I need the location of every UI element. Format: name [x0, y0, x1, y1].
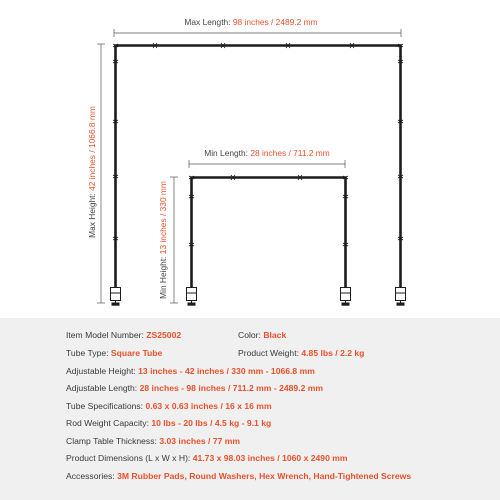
spec-tube-specifications: Tube Specifications: 0.63 x 0.63 inches / 16 x 16 mm	[66, 401, 272, 411]
max-length-label: Max Length: 98 inches / 2489.2 mm	[184, 17, 318, 27]
min-length-label: Min Length: 28 inches / 711.2 mm	[204, 148, 330, 158]
large-frame	[111, 43, 406, 305]
min-height-dimension	[170, 177, 178, 303]
spec-adjustable-height: Adjustable Height: 13 inches - 42 inches / 330 mm - 1066.8 mm	[66, 366, 315, 376]
spec-rod-capacity: Rod Weight Capacity: 10 lbs - 20 lbs / 4.5 kg - 9.1 kg	[66, 418, 272, 428]
spec-accessories: Accessories: 3M Rubber Pads, Round Washers, Hex Wrench, Hand-Tightened Screws	[66, 471, 412, 481]
spec-weight: Product Weight: 4.85 lbs / 2.2 kg	[238, 348, 365, 358]
max-height-label: Max Height: 42 inches / 1066.8 mm	[87, 106, 97, 238]
spec-panel	[0, 318, 500, 500]
max-length-dimension	[114, 29, 401, 37]
spec-tube-type: Tube Type: Square Tube	[66, 348, 163, 358]
spec-color: Color: Black	[238, 330, 287, 340]
max-height-dimension	[97, 44, 105, 303]
spec-adjustable-length: Adjustable Length: 28 inches - 98 inches / 711.2 mm - 2489.2 mm	[66, 383, 324, 393]
clamp-right-small	[341, 288, 351, 306]
spec-model: Item Model Number: ZS25002	[66, 330, 182, 340]
clamp-left-large	[111, 288, 121, 306]
spec-product-dimensions: Product Dimensions (L x W x H): 41.73 x 98.03 inches / 1060 x 2490 mm	[66, 453, 348, 463]
min-length-dimension	[189, 160, 345, 168]
clamp-right-large	[396, 288, 406, 306]
min-height-label: Min Height: 13 inches / 330 mm	[158, 181, 168, 299]
small-frame	[187, 175, 351, 305]
clamp-left-small	[187, 288, 197, 306]
spec-clamp-thickness: Clamp Table Thickness: 3.03 inches / 77 mm	[66, 436, 241, 446]
